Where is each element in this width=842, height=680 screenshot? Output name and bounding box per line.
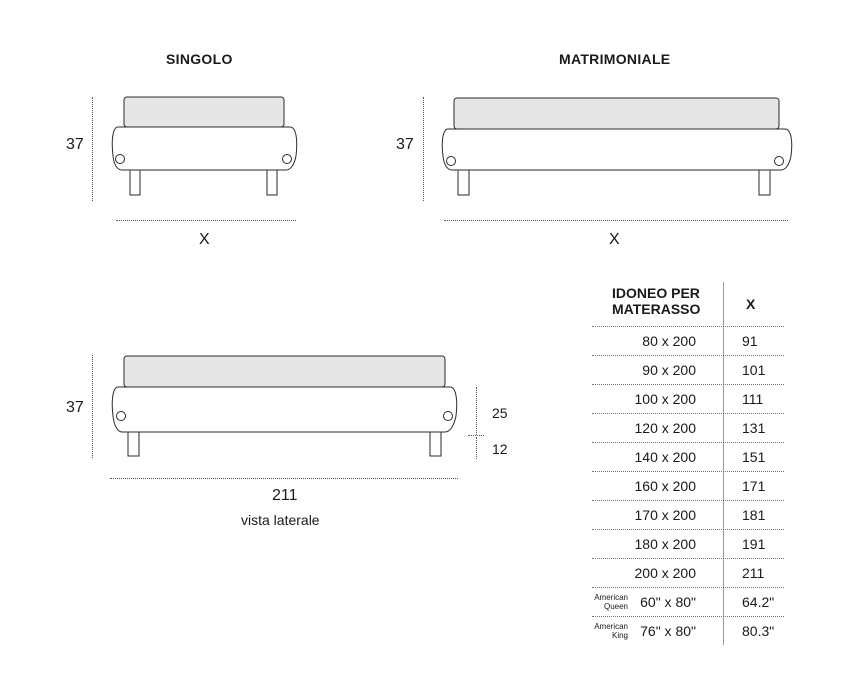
- double-height-value: 37: [396, 136, 414, 153]
- table-cell-size: 60" x 80": [640, 594, 696, 610]
- side-upper-value: 25: [492, 405, 508, 421]
- side-bed-view: [110, 353, 470, 463]
- table-row: [592, 587, 784, 617]
- single-width-line: [116, 220, 296, 221]
- single-width-label: X: [199, 231, 210, 248]
- table-cell-x: 91: [742, 333, 758, 349]
- table-cell-x: 131: [742, 420, 766, 436]
- table-row: [592, 558, 784, 588]
- double-title: MATRIMONIALE: [559, 51, 671, 67]
- single-height-value: 37: [66, 136, 84, 153]
- table-row-note: American King: [594, 622, 628, 640]
- table-cell-x: 171: [742, 478, 766, 494]
- table-header-size: IDONEO PER MATERASSO: [612, 285, 701, 317]
- table-row: [592, 384, 784, 414]
- table-cell-size: 90 x 200: [642, 362, 696, 378]
- side-upper-dim-line: [476, 387, 477, 435]
- table-cell-x: 211: [742, 565, 765, 581]
- double-width-label: X: [609, 231, 620, 248]
- single-bed-front-view: [110, 94, 300, 204]
- table-cell-x: 191: [742, 536, 766, 552]
- table-row: [592, 326, 784, 356]
- side-length-value: 211: [272, 487, 298, 504]
- table-row: [592, 355, 784, 385]
- side-dim-tick: [468, 435, 484, 436]
- table-cell-size: 80 x 200: [642, 333, 696, 349]
- table-cell-x: 181: [742, 507, 766, 523]
- table-row: [592, 529, 784, 559]
- table-header-x: X: [746, 296, 756, 312]
- side-lower-value: 12: [492, 441, 508, 457]
- table-cell-x: 64.2": [742, 594, 775, 610]
- single-title: SINGOLO: [166, 51, 233, 67]
- double-width-line: [444, 220, 788, 221]
- double-bed-front-view: [440, 94, 795, 204]
- table-row: [592, 500, 784, 530]
- table-row: [592, 413, 784, 443]
- table-row: [592, 442, 784, 472]
- table-cell-size: 140 x 200: [634, 449, 696, 465]
- side-height-line: [92, 355, 93, 458]
- table-row: [592, 616, 784, 646]
- side-lower-dim-line: [476, 437, 477, 459]
- table-cell-size: 76" x 80": [640, 623, 696, 639]
- table-cell-size: 170 x 200: [634, 507, 696, 523]
- table-cell-x: 101: [742, 362, 766, 378]
- side-length-line: [110, 478, 458, 479]
- table-cell-x: 111: [742, 391, 764, 407]
- double-height-line: [423, 97, 424, 201]
- table-cell-size: 100 x 200: [634, 391, 696, 407]
- side-caption: vista laterale: [241, 512, 320, 528]
- single-height-line: [92, 97, 93, 201]
- side-height-value: 37: [66, 399, 84, 416]
- table-cell-x: 80.3": [742, 623, 775, 639]
- table-row: [592, 471, 784, 501]
- table-cell-size: 180 x 200: [634, 536, 696, 552]
- table-cell-size: 120 x 200: [634, 420, 696, 436]
- table-row-note: American Queen: [594, 593, 628, 611]
- table-cell-size: 200 x 200: [634, 565, 696, 581]
- table-cell-x: 151: [742, 449, 766, 465]
- table-cell-size: 160 x 200: [634, 478, 696, 494]
